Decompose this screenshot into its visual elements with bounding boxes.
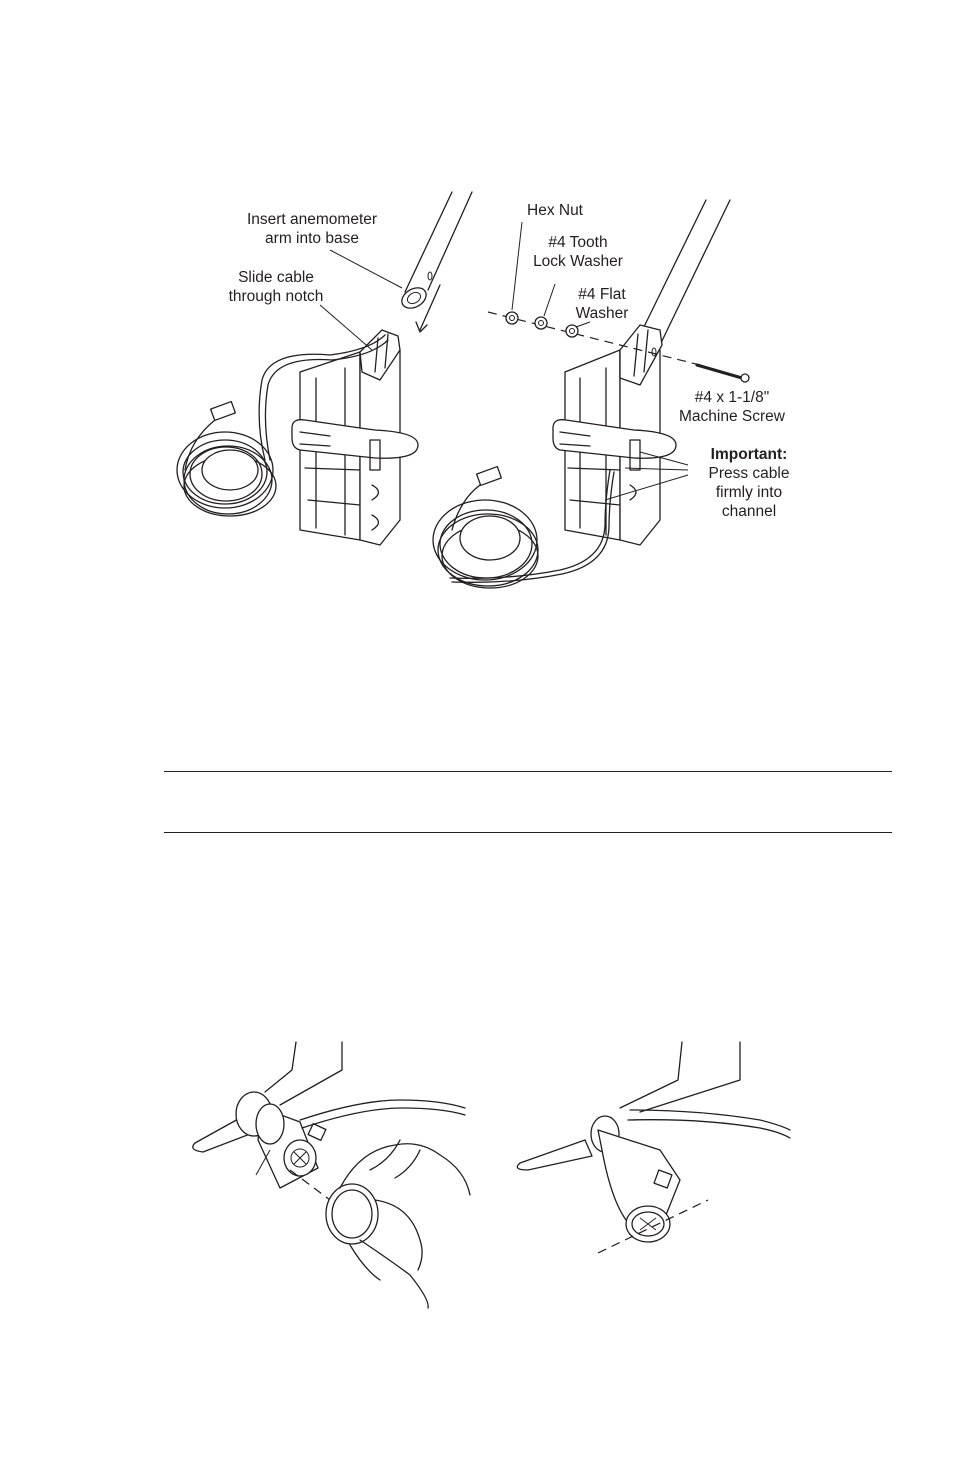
slide-cable-label-line-2: through notch (228, 288, 324, 305)
insert-arm-label-line-2: arm into base (265, 230, 359, 247)
machine-screw-label-line-2: Machine Screw (679, 408, 785, 425)
insert-arm-label-line-1: Insert anemometer (246, 211, 378, 228)
important-note-line-1: Press cable (708, 465, 790, 482)
important-note-line-2: firmly into (715, 484, 783, 501)
important-note-title: Important: (710, 446, 788, 463)
flat-washer-label-line-1: #4 Flat (578, 286, 626, 303)
machine-screw-label-line-1: #4 x 1-1/8" (694, 389, 770, 406)
tooth-washer-label-line-2: Lock Washer (533, 253, 623, 270)
tooth-washer-label-line-1: #4 Tooth (548, 234, 608, 251)
slide-cable-label-line-1: Slide cable (238, 269, 314, 286)
hex-nut-label-text: Hex Nut (527, 202, 583, 219)
important-note-line-3: channel (721, 503, 777, 520)
flat-washer-label-line-2: Washer (575, 305, 629, 322)
